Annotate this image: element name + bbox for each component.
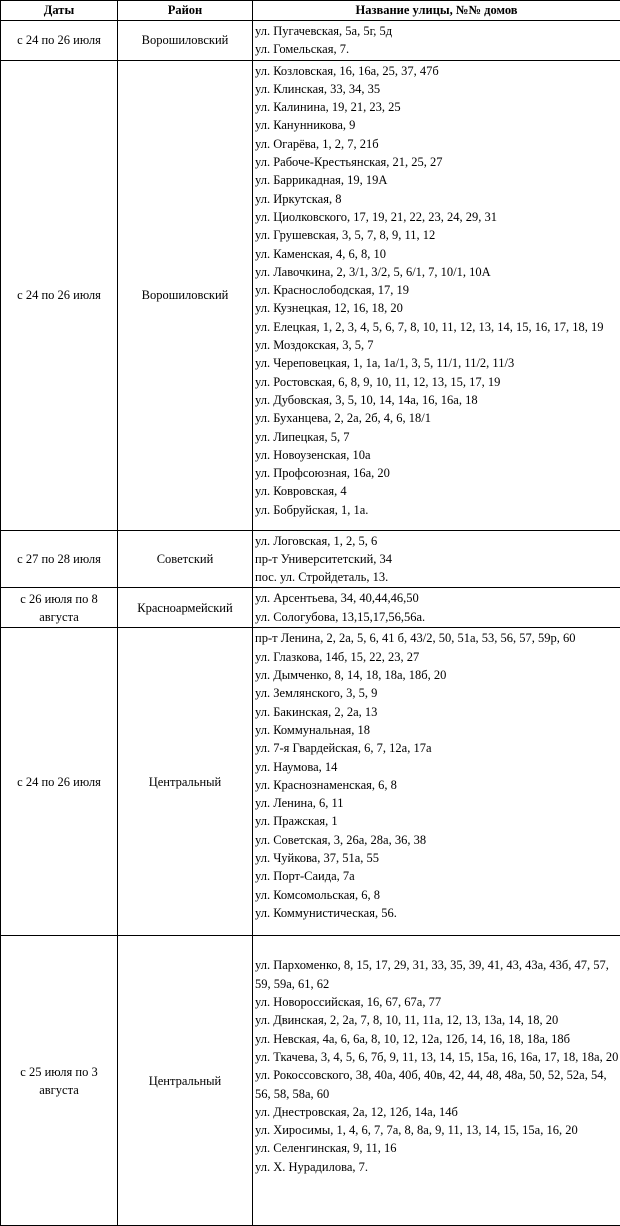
street-line: ул. Рокоссовского, 38, 40а, 40б, 40в, 42, 44, 48, 48а, 50, 52, 52а, 54, 56, 58, 58а, 60 [255, 1066, 619, 1103]
street-line: ул. Елецкая, 1, 2, 3, 4, 5, 6, 7, 8, 10, 11, 12, 13, 14, 15, 16, 17, 18, 19 [255, 318, 619, 336]
street-line: ул. Ростовская, 6, 8, 9, 10, 11, 12, 13, 15, 17, 19 [255, 373, 619, 391]
header-streets: Название улицы, №№ домов [253, 1, 620, 21]
street-line: ул. Порт-Саида, 7а [255, 867, 619, 885]
street-line: ул. Профсоюзная, 16а, 20 [255, 464, 619, 482]
street-line: ул. Липецкая, 5, 7 [255, 428, 619, 446]
streets-cell [253, 530, 620, 588]
street-line: ул. Ковровская, 4 [255, 482, 619, 500]
street-line: ул. Чуйкова, 37, 51а, 55 [255, 849, 619, 867]
street-line: ул. Коммунистическая, 56. [255, 904, 619, 922]
street-line: ул. 7-я Гвардейская, 6, 7, 12а, 17а [255, 739, 619, 757]
table-row [1, 936, 620, 1226]
street-line: ул. Калинина, 19, 21, 23, 25 [255, 98, 619, 116]
streets-cell [253, 588, 620, 628]
date-cell: с 24 по 26 июля [1, 60, 118, 530]
streets-cell [253, 936, 620, 1226]
header-district: Район [118, 1, 253, 21]
date-cell: с 26 июля по 8 августа [1, 588, 118, 628]
street-line: ул. Селенгинская, 9, 11, 16 [255, 1139, 619, 1157]
street-line: ул. Пархоменко, 8, 15, 17, 29, 31, 33, 35, 39, 41, 43, 43а, 43б, 47, 57, 59, 59а, 61, 62 [255, 956, 619, 993]
street-line: ул. Дымченко, 8, 14, 18, 18а, 18б, 20 [255, 666, 619, 684]
street-line: ул. Ткачева, 3, 4, 5, 6, 7б, 9, 11, 13, 14, 15, 15а, 16, 16а, 17, 18, 18а, 20 [255, 1048, 619, 1066]
district-cell: Красноармейский [118, 588, 253, 628]
street-line: ул. Гомельская, 7. [255, 40, 619, 58]
street-line: ул. Х. Нурадилова, 7. [255, 1158, 619, 1176]
streets-cell [253, 628, 620, 936]
street-line: ул. Циолковского, 17, 19, 21, 22, 23, 24, 29, 31 [255, 208, 619, 226]
street-line: ул. Наумова, 14 [255, 758, 619, 776]
street-line: ул. Сологубова, 13,15,17,56,56а. [255, 608, 619, 626]
street-line: ул. Пугачевская, 5а, 5г, 5д [255, 22, 619, 40]
date-cell: с 24 по 26 июля [1, 628, 118, 936]
street-line: ул. Двинская, 2, 2а, 7, 8, 10, 11, 11а, 12, 13, 13а, 14, 18, 20 [255, 1011, 619, 1029]
street-line: ул. Комсомольская, 6, 8 [255, 886, 619, 904]
table-row [1, 628, 620, 936]
street-line: ул. Грушевская, 3, 5, 7, 8, 9, 11, 12 [255, 226, 619, 244]
table-row [1, 21, 620, 61]
street-line: ул. Кузнецкая, 12, 16, 18, 20 [255, 299, 619, 317]
street-line: ул. Днестровская, 2а, 12, 12б, 14а, 14б [255, 1103, 619, 1121]
street-line: ул. Лавочкина, 2, 3/1, 3/2, 5, 6/1, 7, 10/1, 10А [255, 263, 619, 281]
street-line: ул. Череповецкая, 1, 1а, 1а/1, 3, 5, 11/1, 11/2, 11/3 [255, 354, 619, 372]
street-line: ул. Козловская, 16, 16а, 25, 37, 47б [255, 62, 619, 80]
street-line: ул. Дубовская, 3, 5, 10, 14, 14а, 16, 16а, 18 [255, 391, 619, 409]
date-cell: с 27 по 28 июля [1, 530, 118, 588]
table-row [1, 530, 620, 588]
street-line: ул. Бакинская, 2, 2а, 13 [255, 703, 619, 721]
district-cell: Ворошиловский [118, 21, 253, 61]
header-date: Даты [1, 1, 118, 21]
table-row [1, 60, 620, 530]
street-line: ул. Баррикадная, 19, 19А [255, 171, 619, 189]
district-cell: Центральный [118, 628, 253, 936]
district-cell: Советский [118, 530, 253, 588]
street-line: ул. Каменская, 4, 6, 8, 10 [255, 245, 619, 263]
street-line: ул. Иркутская, 8 [255, 190, 619, 208]
street-line: ул. Рабоче-Крестьянская, 21, 25, 27 [255, 153, 619, 171]
street-line: ул. Новороссийская, 16, 67, 67а, 77 [255, 993, 619, 1011]
street-line: ул. Краснослободская, 17, 19 [255, 281, 619, 299]
street-line: ул. Арсентьева, 34, 40,44,46,50 [255, 589, 619, 607]
streets-cell [253, 60, 620, 530]
street-line: ул. Хиросимы, 1, 4, 6, 7, 7а, 8, 8а, 9, 11, 13, 14, 15, 15а, 16, 20 [255, 1121, 619, 1139]
street-line: ул. Невская, 4а, 6, 6а, 8, 10, 12, 12а, 12б, 14, 16, 18, 18а, 18б [255, 1030, 619, 1048]
table-row [1, 588, 620, 628]
street-line: ул. Землянского, 3, 5, 9 [255, 684, 619, 702]
street-line: ул. Буханцева, 2, 2а, 2б, 4, 6, 18/1 [255, 409, 619, 427]
street-line: пр-т Университетский, 34 [255, 550, 619, 568]
district-cell: Центральный [118, 936, 253, 1226]
street-line: ул. Пражская, 1 [255, 812, 619, 830]
header-row [1, 1, 620, 21]
street-line: ул. Огарёва, 1, 2, 7, 21б [255, 135, 619, 153]
street-line: ул. Советская, 3, 26а, 28а, 36, 38 [255, 831, 619, 849]
street-line: ул. Новоузенская, 10а [255, 446, 619, 464]
street-line: пос. ул. Стройдеталь, 13. [255, 568, 619, 586]
street-line: ул. Бобруйская, 1, 1а. [255, 501, 619, 519]
street-line: ул. Краснознаменская, 6, 8 [255, 776, 619, 794]
date-cell: с 25 июля по 3 августа [1, 936, 118, 1226]
streets-cell [253, 21, 620, 61]
district-cell: Ворошиловский [118, 60, 253, 530]
date-cell: с 24 по 26 июля [1, 21, 118, 61]
street-line: пр-т Ленина, 2, 2а, 5, 6, 41 б, 43/2, 50, 51а, 53, 56, 57, 59р, 60 [255, 629, 619, 647]
street-line: ул. Клинская, 33, 34, 35 [255, 80, 619, 98]
street-line: ул. Ленина, 6, 11 [255, 794, 619, 812]
street-line: ул. Логовская, 1, 2, 5, 6 [255, 532, 619, 550]
street-line: ул. Коммунальная, 18 [255, 721, 619, 739]
street-line: ул. Глазкова, 14б, 15, 22, 23, 27 [255, 648, 619, 666]
street-line: ул. Канунникова, 9 [255, 116, 619, 134]
street-line: ул. Моздокская, 3, 5, 7 [255, 336, 619, 354]
